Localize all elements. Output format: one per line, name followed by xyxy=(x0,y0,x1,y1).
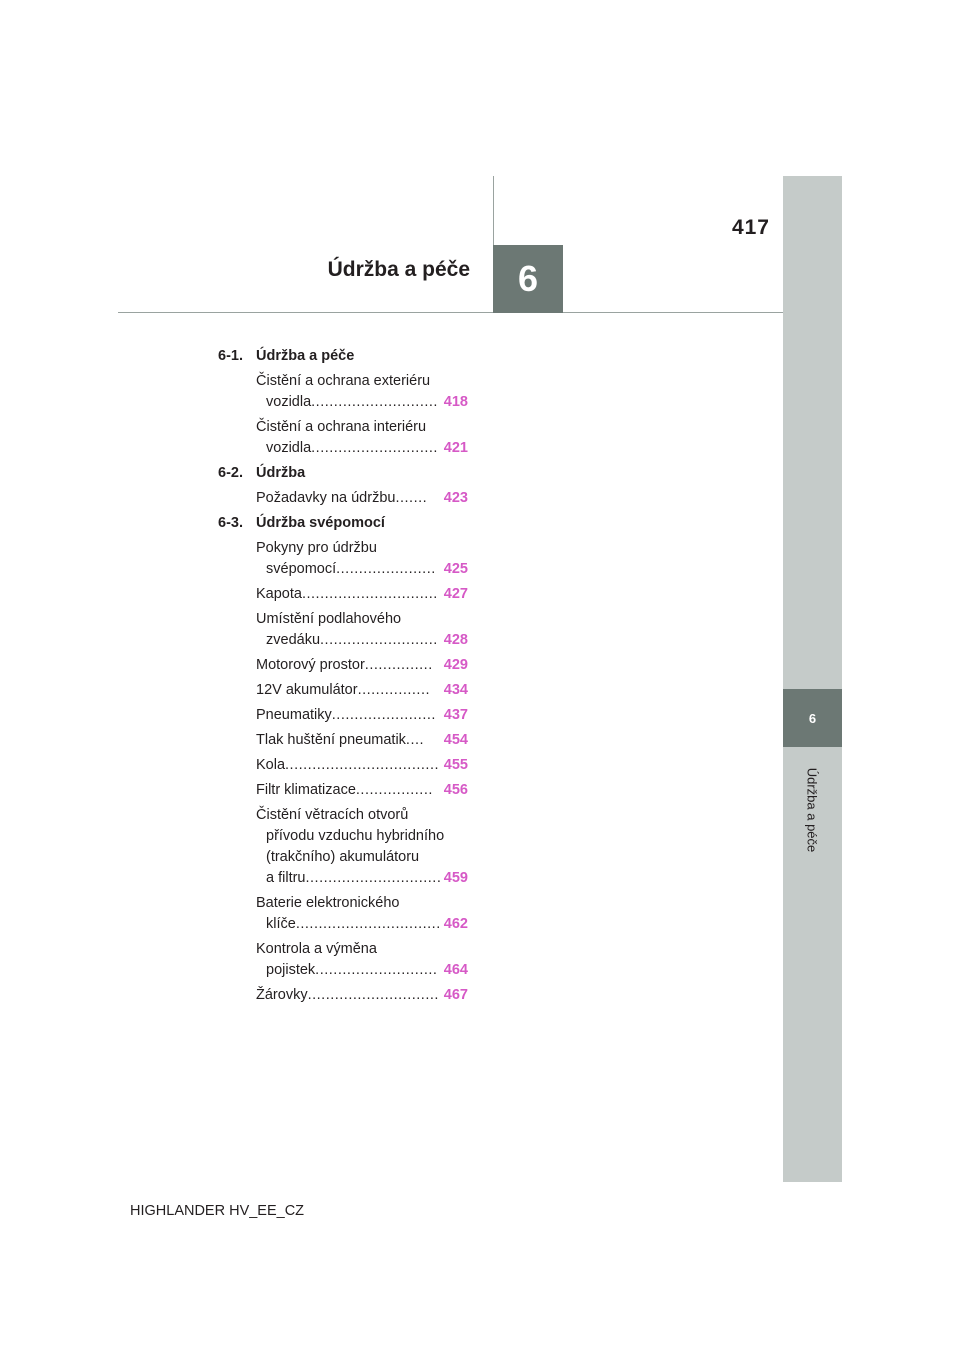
toc-entry-text: (trakčního) akumulátoru xyxy=(266,849,420,865)
toc-entry-text: Filtr klimatizace xyxy=(256,782,356,798)
toc-leader-dots: .... xyxy=(405,732,425,748)
toc-page-link[interactable]: 434 xyxy=(443,682,468,698)
toc-entry-text: Pneumatiky xyxy=(256,707,332,723)
side-tab-label: Údržba a péče xyxy=(804,767,820,853)
toc-entry[interactable] xyxy=(218,655,468,676)
toc-page-link[interactable]: 429 xyxy=(443,657,468,673)
toc-entry-text: zvedáku xyxy=(266,632,321,648)
toc-page-link[interactable]: 454 xyxy=(443,732,468,748)
toc-leader-dots: ................ xyxy=(357,682,431,698)
toc-entry[interactable] xyxy=(218,939,468,981)
toc-leader-dots: ....... xyxy=(395,490,428,506)
toc-section xyxy=(218,463,468,484)
toc-entry-text: Motorový prostor xyxy=(256,657,365,673)
toc-entry[interactable] xyxy=(218,805,468,889)
toc-entry-text: přívodu vzduchu hybridního xyxy=(266,828,445,844)
toc-entry-text: Požadavky na údržbu xyxy=(256,490,396,506)
toc-leader-dots: .......................... xyxy=(320,632,438,648)
toc-leader-dots: ...................... xyxy=(336,561,436,577)
toc-section-number: 6-1. xyxy=(218,348,243,364)
toc-leader-dots: ....................... xyxy=(331,707,436,723)
toc-entry-text: Kapota xyxy=(256,586,302,602)
toc-section-title: Údržba xyxy=(256,465,306,481)
toc-entry-text: a filtru xyxy=(266,870,306,886)
toc-page-link[interactable]: 456 xyxy=(443,782,468,798)
toc-section-title: Údržba a péče xyxy=(256,348,355,364)
toc-entry[interactable] xyxy=(218,584,468,605)
side-tab-chapter-number[interactable]: 6 xyxy=(783,689,842,747)
toc-page-link[interactable]: 425 xyxy=(443,561,468,577)
toc-entry[interactable] xyxy=(218,417,468,459)
toc-page-link[interactable]: 418 xyxy=(443,394,468,410)
toc-page-link[interactable]: 455 xyxy=(443,757,468,773)
toc-entry[interactable] xyxy=(218,705,468,726)
toc-entry-text: Čistění a ochrana exteriéru xyxy=(256,373,431,389)
toc-leader-dots: ................................ xyxy=(295,916,441,932)
toc-entry-text: Umístění podlahového xyxy=(256,611,402,627)
toc-page-link[interactable]: 428 xyxy=(443,632,468,648)
toc-section-number: 6-2. xyxy=(218,465,243,481)
toc-entry-text: Čistění větracích otvorů xyxy=(256,807,409,823)
toc-entry-text: vozidla xyxy=(266,440,312,456)
toc-page-link[interactable]: 467 xyxy=(443,987,468,1003)
page-number: 417 xyxy=(731,216,770,239)
toc-entry[interactable] xyxy=(218,680,468,701)
toc-entry[interactable] xyxy=(218,730,468,751)
toc-entry[interactable] xyxy=(218,755,468,776)
chapter-title: Údržba a péče xyxy=(327,258,470,281)
toc-leader-dots: ........................... xyxy=(315,962,438,978)
toc-section-title: Údržba svépomocí xyxy=(256,515,385,531)
side-strip xyxy=(783,176,842,1182)
toc-entry-text: klíče xyxy=(266,916,296,932)
table-of-contents xyxy=(218,346,468,1010)
chapter-number-box: 6 xyxy=(493,245,563,313)
toc-leader-dots: ................. xyxy=(355,782,433,798)
toc-section xyxy=(218,513,468,534)
toc-entry[interactable] xyxy=(218,985,468,1006)
toc-entry-text: Kontrola a výměna xyxy=(256,941,377,957)
toc-page-link[interactable]: 459 xyxy=(443,870,468,886)
toc-entry-text: pojistek xyxy=(266,962,316,978)
toc-page-link[interactable]: 421 xyxy=(443,440,468,456)
toc-entry[interactable] xyxy=(218,893,468,935)
toc-entry-text: Žárovky xyxy=(256,987,308,1003)
header-vertical-rule xyxy=(493,176,494,245)
toc-entry-text: 12V akumulátor xyxy=(256,682,358,698)
toc-entry-text: Baterie elektronického xyxy=(256,895,400,911)
toc-entry[interactable] xyxy=(218,371,468,413)
toc-entry[interactable] xyxy=(218,538,468,580)
toc-entry-text: Čistění a ochrana interiéru xyxy=(256,419,427,435)
toc-entry-text: Pokyny pro údržbu xyxy=(256,540,377,556)
toc-page-link[interactable]: 427 xyxy=(443,586,468,602)
toc-leader-dots: .............................. xyxy=(301,586,438,602)
header-horizontal-rule xyxy=(118,312,783,313)
toc-leader-dots: ............................. xyxy=(307,987,439,1003)
toc-page-link[interactable]: 423 xyxy=(443,490,468,506)
toc-page-link[interactable]: 462 xyxy=(443,916,468,932)
toc-leader-dots: ............... xyxy=(364,657,433,673)
toc-section xyxy=(218,346,468,367)
toc-entry-text: Tlak huštění pneumatik xyxy=(256,732,406,748)
toc-entry-text: vozidla xyxy=(266,394,312,410)
toc-leader-dots: .............................. xyxy=(305,870,442,886)
toc-entry[interactable] xyxy=(218,488,468,509)
toc-entry[interactable] xyxy=(218,609,468,651)
toc-leader-dots: ............................ xyxy=(311,394,438,410)
toc-leader-dots: .................................. xyxy=(285,757,440,773)
toc-section-number: 6-3. xyxy=(218,515,243,531)
toc-entry[interactable] xyxy=(218,780,468,801)
toc-leader-dots: ............................ xyxy=(311,440,438,456)
toc-page-link[interactable]: 464 xyxy=(443,962,468,978)
toc-entry-text: svépomocí xyxy=(266,561,337,577)
toc-page-link[interactable]: 437 xyxy=(443,707,468,723)
footer-model: HIGHLANDER HV_EE_CZ xyxy=(130,1203,305,1219)
toc-entry-text: Kola xyxy=(256,757,286,773)
